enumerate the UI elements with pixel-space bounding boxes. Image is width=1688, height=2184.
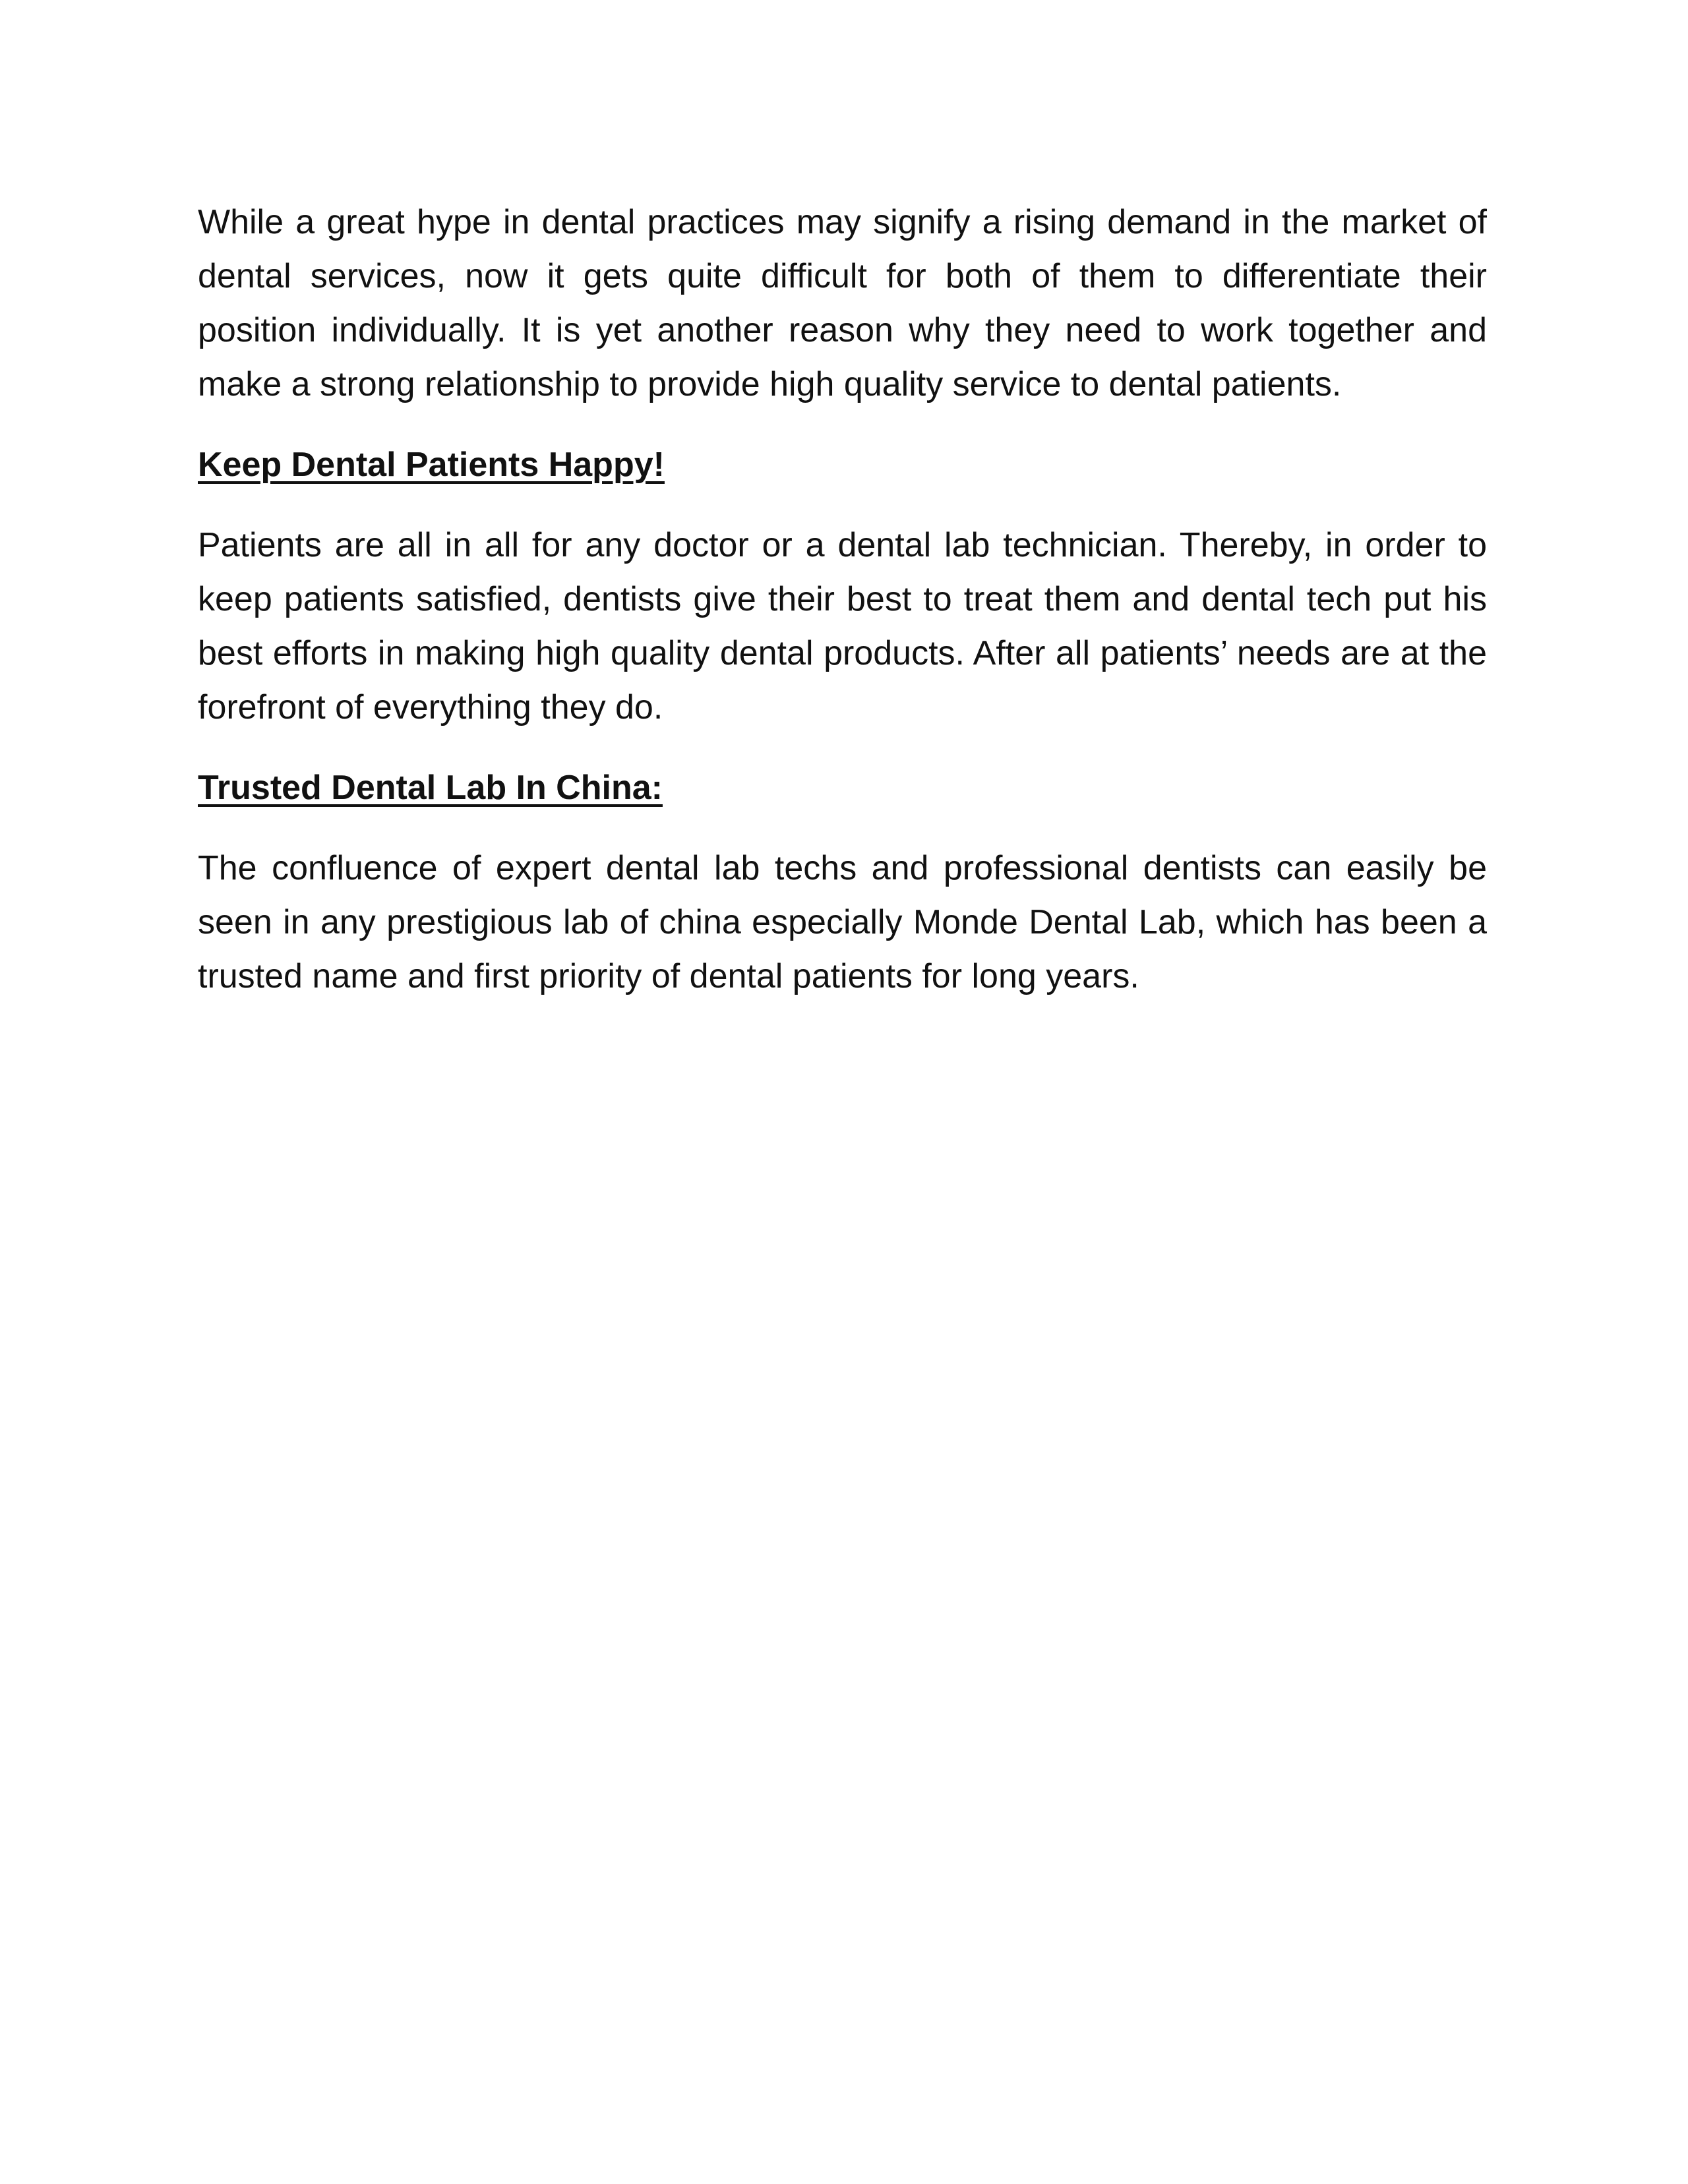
trusted-lab-paragraph: The confluence of expert dental lab techs and professional dentists can easily be seen in any prestigious lab of china especially Monde Dental Lab, which has been a trusted name and first priority of dental patients for long years. bbox=[198, 849, 1487, 995]
intro-paragraph: While a great hype in dental practices may signify a rising demand in the market of dental services, now it gets quite difficult for both of them to differentiate their position individually. It is yet another reason why they need to work together and make a strong relationship to provide high quality service to dental patients. bbox=[198, 203, 1487, 403]
patients-paragraph: Patients are all in all for any doctor or a dental lab technician. Thereby, in order to keep patients satisfied, dentists give their best to treat them and dental tech put his best efforts in making high quality dental products. After all patients’ needs are at the forefront of everything they do. bbox=[198, 526, 1487, 726]
document-body bbox=[198, 195, 1487, 1030]
section-heading-trusted-lab: Trusted Dental Lab In China: bbox=[198, 769, 663, 807]
section-heading-keep-patients-happy: Keep Dental Patients Happy! bbox=[198, 446, 665, 484]
